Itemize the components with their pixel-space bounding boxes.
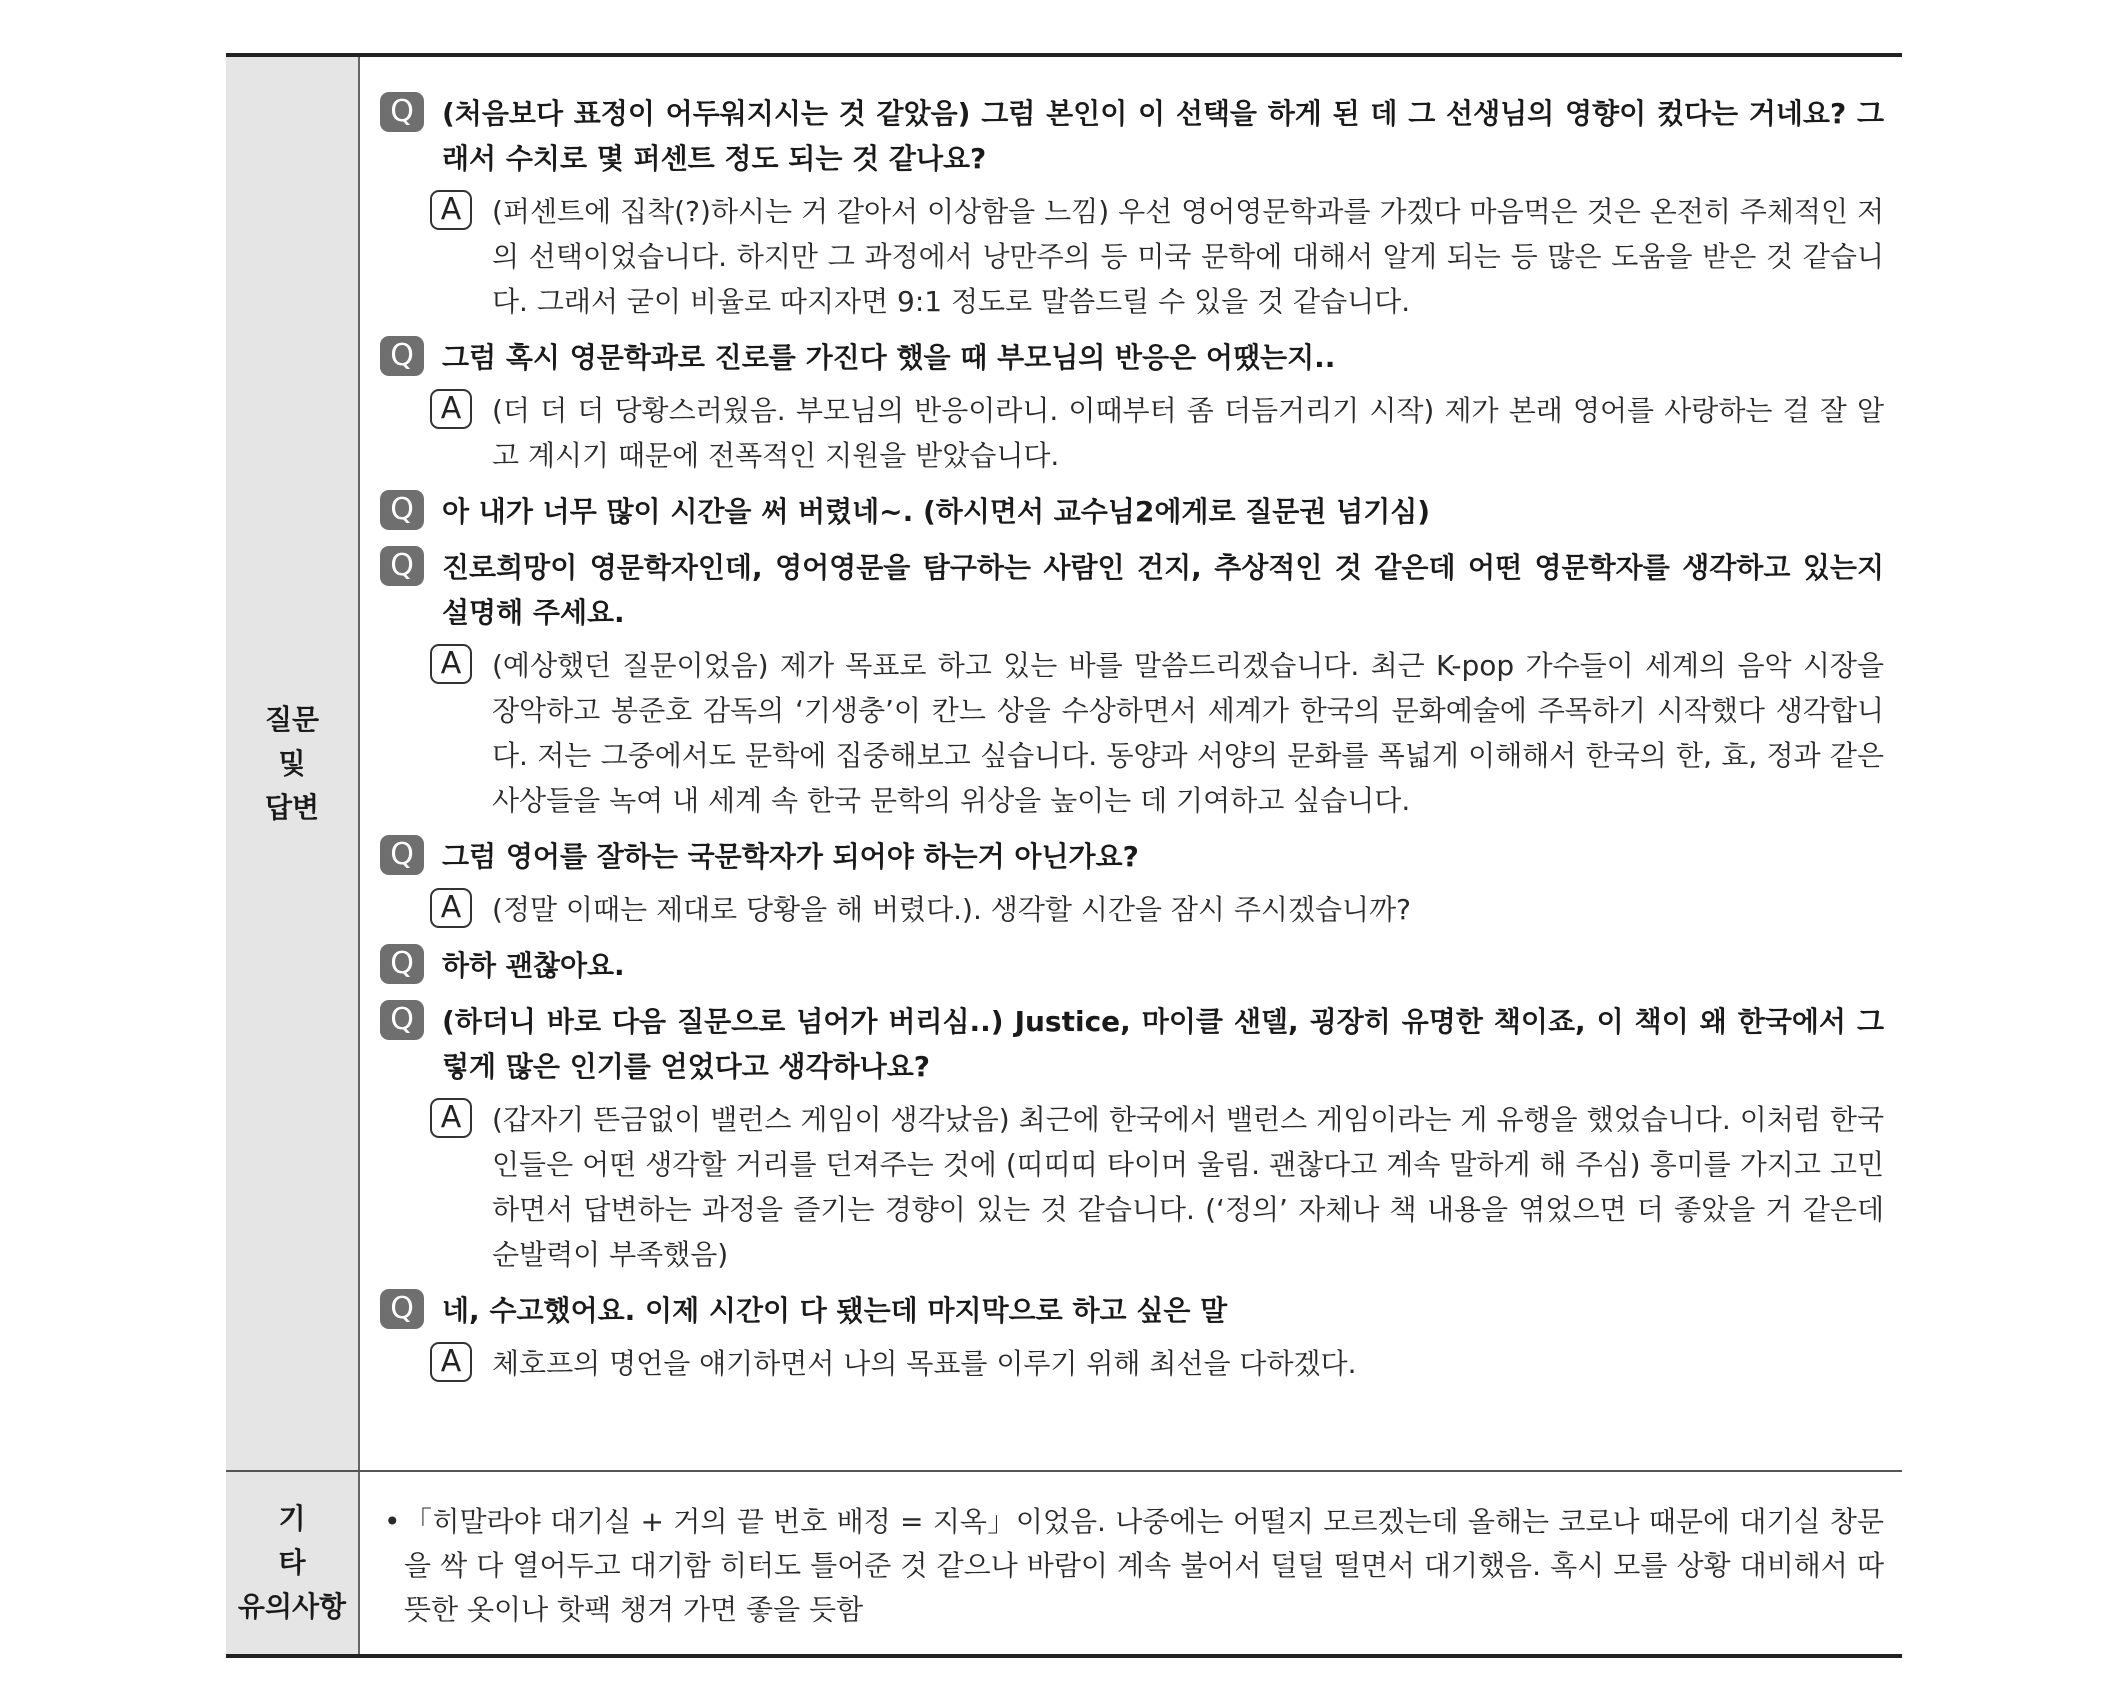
- qa-list: [360, 57, 1902, 1470]
- etc-row: [226, 1472, 1902, 1654]
- answer-badge-icon: A: [430, 1342, 472, 1382]
- question-item: [380, 834, 1884, 879]
- etc-section-label: [226, 1472, 360, 1654]
- qa-row: [226, 57, 1902, 1472]
- question-text: 진로희망이 영문학자인데, 영어영문을 탐구하는 사람인 건지, 추상적인 것 같은데 어떤 영문학자를 생각하고 있는지 설명해 주세요.: [442, 551, 1884, 629]
- answer-badge-icon: A: [430, 1098, 472, 1138]
- answer-item: [430, 1341, 1884, 1386]
- question-item: [380, 489, 1884, 534]
- qa-label-line-1: 질문: [264, 702, 320, 736]
- qa-label-line-2: 및: [278, 746, 306, 780]
- question-badge-icon: Q: [380, 1000, 424, 1040]
- etc-note: [380, 1500, 1884, 1632]
- answer-item: [430, 1097, 1884, 1277]
- answer-item: [430, 887, 1884, 932]
- etc-label-line-1: 기 타: [278, 1502, 328, 1579]
- question-item: [380, 335, 1884, 380]
- answer-text: (퍼센트에 집착(?)하시는 거 같아서 이상함을 느낌) 우선 영어영문학과를 가겠다 마음먹은 것은 온전히 주체적인 저의 선택이었습니다. 하지만 그 과정에서 낭만주의 등 미국 문학에 대해서 알게 되는 등 많은 도움을 받은 것 같습니다. 그래서 굳이 비율로 따지자면 9:1 정도로 말씀드릴 수 있을 것 같습니다.: [492, 195, 1884, 318]
- answer-text: (더 더 더 당황스러웠음. 부모님의 반응이라니. 이때부터 좀 더듬거리기 시작) 제가 본래 영어를 사랑하는 걸 잘 알고 계시기 때문에 전폭적인 지원을 받았습니다.: [492, 394, 1884, 472]
- question-badge-icon: Q: [380, 490, 424, 530]
- answer-badge-icon: A: [430, 389, 472, 429]
- answer-text: (정말 이때는 제대로 당황을 해 버렸다.). 생각할 시간을 잠시 주시겠습니까?: [492, 893, 1412, 926]
- question-badge-icon: Q: [380, 546, 424, 586]
- answer-item: [430, 388, 1884, 478]
- answer-badge-icon: A: [430, 644, 472, 684]
- question-text: 그럼 영어를 잘하는 국문학자가 되어야 하는거 아닌가요?: [442, 840, 1139, 873]
- answer-text: 체호프의 명언을 얘기하면서 나의 목표를 이루기 위해 최선을 다하겠다.: [492, 1347, 1357, 1380]
- question-item: [380, 91, 1884, 181]
- question-badge-icon: Q: [380, 92, 424, 132]
- answer-text: (예상했던 질문이었음) 제가 목표로 하고 있는 바를 말씀드리겠습니다. 최근 K-pop 가수들이 세계의 음악 시장을 장악하고 봉준호 감독의 ‘기생충’이 칸느 상을 수상하면서 세계가 한국의 문화예술에 주목하기 시작했다 생각합니다. 저는 그중에서도 문학에 집중해보고 싶습니다. 동양과 서양의 문화를 폭넓게 이해해서 한국의 한, 효, 정과 같은 사상들을 녹여 내 세계 속 한국 문학의 위상을 높이는 데 기여하고 싶습니다.: [492, 649, 1884, 817]
- question-badge-icon: Q: [380, 1289, 424, 1329]
- question-badge-icon: Q: [380, 336, 424, 376]
- answer-badge-icon: A: [430, 888, 472, 928]
- question-item: [380, 943, 1884, 988]
- qa-section-label: [226, 57, 360, 1470]
- question-item: [380, 545, 1884, 635]
- etc-note-text: 「히말라야 대기실 + 거의 끝 번호 배정 = 지옥」이었음. 나중에는 어떨지 모르겠는데 올해는 코로나 때문에 대기실 창문을 싹 다 열어두고 대기함 히터도 틀어준 것 같으나 바람이 계속 불어서 덜덜 떨면서 대기했음. 혹시 모를 상황 대비해서 따뜻한 옷이나 핫팩 챙겨 가면 좋을 듯함: [404, 1505, 1884, 1626]
- question-text: 아 내가 너무 많이 시간을 써 버렸네~. (하시면서 교수님2에게로 질문권 넘기심): [442, 495, 1431, 528]
- answer-item: [430, 189, 1884, 324]
- question-badge-icon: Q: [380, 835, 424, 875]
- answer-item: [430, 643, 1884, 823]
- question-text: (처음보다 표정이 어두워지시는 것 같았음) 그럼 본인이 이 선택을 하게 된 데 그 선생님의 영향이 컸다는 거네요? 그래서 수치로 몇 퍼센트 정도 되는 것 같나요?: [442, 97, 1884, 175]
- qa-label-line-3: 답변: [264, 790, 320, 824]
- question-text: 하하 괜찮아요.: [442, 949, 625, 982]
- etc-label-line-2: 유의사항: [237, 1590, 347, 1623]
- answer-text: (갑자기 뜬금없이 밸런스 게임이 생각났음) 최근에 한국에서 밸런스 게임이라는 게 유행을 했었습니다. 이처럼 한국인들은 어떤 생각할 거리를 던져주는 것에 (띠띠띠 타이머 울림. 괜찮다고 계속 말하게 해 주심) 흥미를 가지고 고민하면서 답변하는 과정을 즐기는 경향이 있는 것 같습니다. (‘정의’ 자체나 책 내용을 엮었으면 더 좋았을 거 같은데 순발력이 부족했음): [492, 1103, 1884, 1271]
- question-text: 그럼 혹시 영문학과로 진로를 가진다 했을 때 부모님의 반응은 어땠는지..: [442, 341, 1336, 374]
- answer-badge-icon: A: [430, 190, 472, 230]
- question-item: [380, 999, 1884, 1089]
- question-text: 네, 수고했어요. 이제 시간이 다 됐는데 마지막으로 하고 싶은 말: [442, 1294, 1228, 1327]
- interview-table: [226, 53, 1902, 1658]
- question-item: [380, 1288, 1884, 1333]
- bullet-icon: •: [384, 1505, 401, 1538]
- question-text: (하더니 바로 다음 질문으로 넘어가 버리심..) Justice, 마이클 샌델, 굉장히 유명한 책이죠, 이 책이 왜 한국에서 그렇게 많은 인기를 얻었다고 생각하나요?: [442, 1005, 1884, 1083]
- question-badge-icon: Q: [380, 944, 424, 984]
- etc-content: [360, 1472, 1902, 1654]
